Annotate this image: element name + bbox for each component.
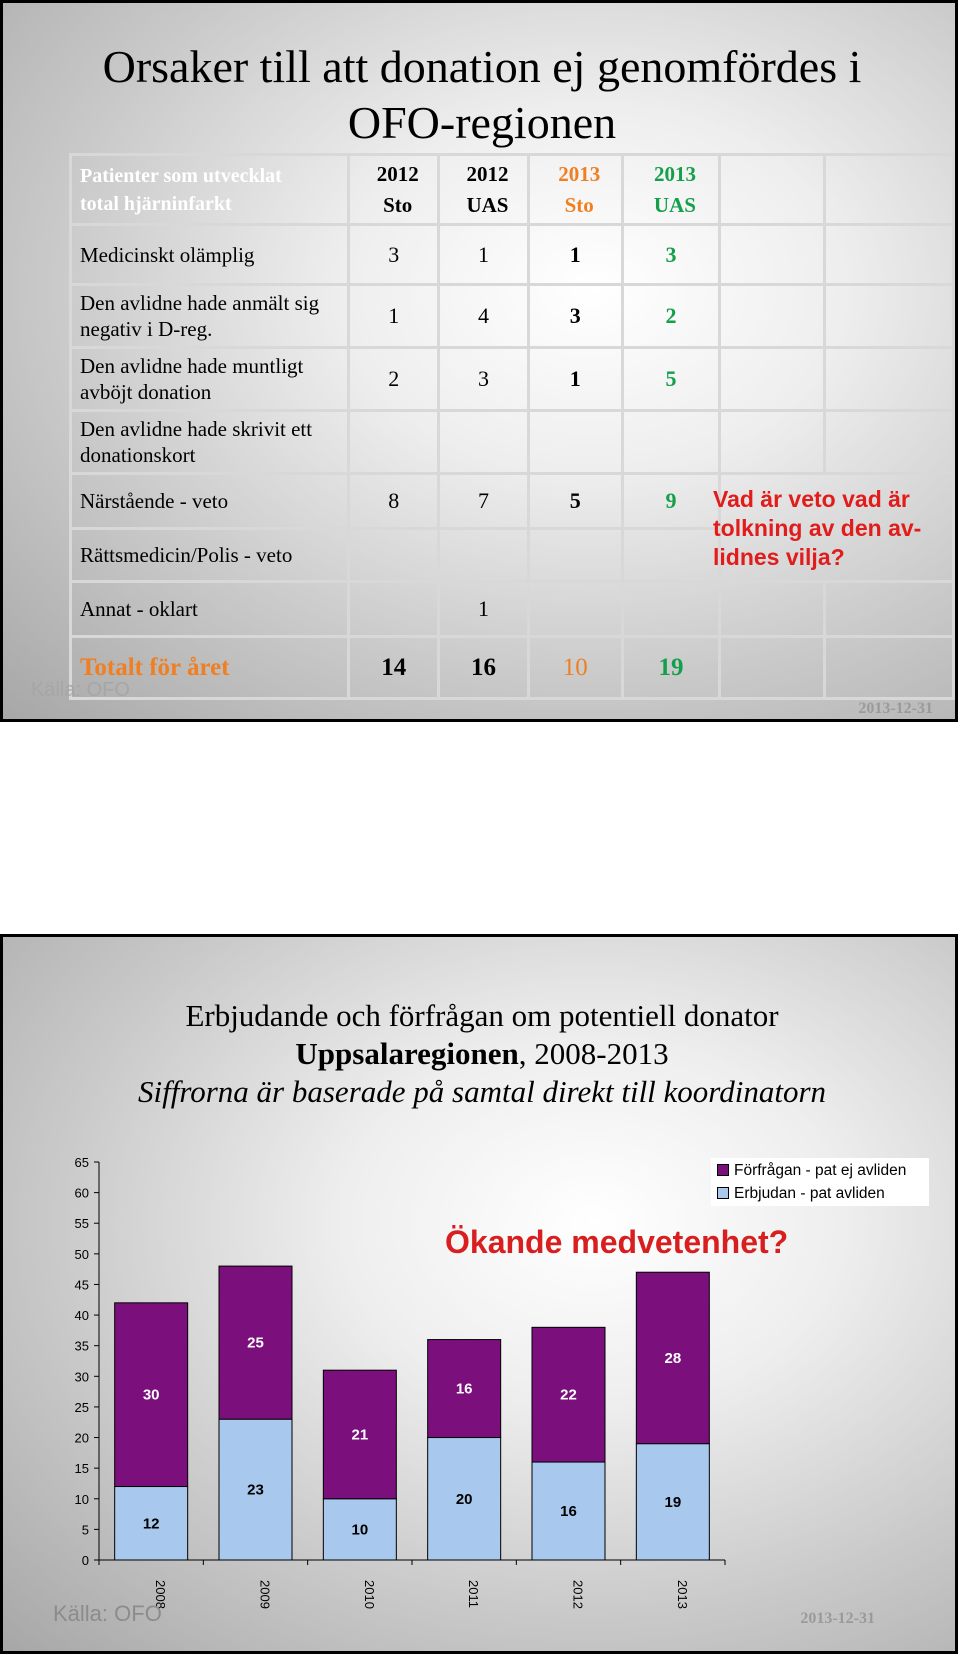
table-total-row — [71, 637, 954, 699]
data-label-forfragan: 16 — [455, 1380, 473, 1398]
empty-cell — [824, 411, 953, 474]
row-label: Den avlidne hade anmält sig negativ i D-reg. — [71, 285, 349, 348]
data-label-erbjudan: 23 — [247, 1481, 264, 1499]
total-value: 16 — [439, 637, 529, 699]
x-category-label: 2011 — [466, 1580, 482, 1608]
y-tick-label: 5 — [81, 1522, 89, 1538]
cell-value: 2 — [622, 285, 720, 348]
cell-value — [528, 411, 622, 474]
legend-swatch — [717, 1164, 729, 1176]
cell-value: 8 — [349, 474, 439, 529]
x-category-label: 2013 — [674, 1580, 690, 1609]
cell-value: 1 — [528, 225, 622, 285]
total-value: 19 — [622, 637, 720, 699]
slide1-title-line1: Orsaker till att donation ej genomfördes i — [102, 41, 862, 92]
data-label-forfragan: 21 — [351, 1426, 369, 1444]
y-tick-label: 10 — [74, 1491, 89, 1507]
cell-value — [622, 411, 720, 474]
slide2-title-line1: Erbjudande och förfrågan om potentiell donator — [185, 998, 779, 1033]
table-header-row — [71, 155, 954, 225]
cell-value: 7 — [439, 474, 529, 529]
stacked-bar-chart — [3, 937, 958, 1654]
source-note: Källa: OFO — [31, 679, 130, 701]
col-site: Sto — [564, 192, 594, 217]
data-label-erbjudan: 10 — [351, 1521, 369, 1539]
col-year: 2012 — [466, 161, 509, 186]
awareness-callout: Ökande medvetenhet? — [445, 1224, 789, 1260]
data-label-forfragan: 22 — [560, 1386, 577, 1404]
cell-value: 1 — [528, 348, 622, 411]
cell-value: 5 — [622, 348, 720, 411]
cell-value — [349, 411, 439, 474]
table-row — [71, 285, 954, 348]
y-tick-label: 65 — [74, 1155, 89, 1170]
empty-cell — [720, 155, 824, 225]
table-row — [71, 582, 954, 637]
cell-value: 1 — [349, 285, 439, 348]
header-label — [71, 155, 349, 225]
cell-value — [349, 529, 439, 582]
col-header — [622, 155, 720, 225]
data-label-forfragan: 25 — [247, 1334, 264, 1352]
y-tick-label: 35 — [74, 1338, 89, 1354]
data-label-erbjudan: 16 — [560, 1503, 577, 1521]
table-row — [71, 411, 954, 474]
legend-swatch — [717, 1187, 729, 1199]
y-tick-label: 60 — [74, 1185, 89, 1201]
empty-cell — [720, 285, 824, 348]
slide1-title — [3, 39, 958, 151]
slide-date: 2013-12-31 — [800, 1610, 875, 1627]
col-header — [528, 155, 622, 225]
row-label: Den avlidne hade skrivit ett donationskort — [71, 411, 349, 474]
cell-value: 3 — [622, 225, 720, 285]
cell-value: 3 — [349, 225, 439, 285]
empty-cell — [720, 637, 824, 699]
row-label: Medicinskt olämplig — [71, 225, 349, 285]
slide-ofo-reasons — [0, 0, 958, 722]
source-note: Källa: OFO — [53, 1601, 162, 1626]
y-tick-label: 55 — [74, 1216, 89, 1232]
y-tick-label: 20 — [74, 1430, 89, 1446]
empty-cell — [720, 225, 824, 285]
reasons-table — [69, 153, 955, 700]
empty-cell — [824, 582, 953, 637]
cell-value: 1 — [439, 582, 529, 637]
data-label-forfragan: 30 — [142, 1386, 160, 1404]
slide-date: 2013-12-31 — [858, 700, 933, 717]
y-tick-label: 25 — [74, 1399, 89, 1415]
cell-value: 9 — [622, 474, 720, 529]
data-label-erbjudan: 20 — [455, 1490, 473, 1508]
data-label-erbjudan: 12 — [142, 1515, 160, 1533]
empty-cell — [824, 285, 953, 348]
table-row — [71, 225, 954, 285]
legend-label: Förfrågan - pat ej avliden — [734, 1162, 907, 1179]
empty-cell — [824, 225, 953, 285]
col-site: UAS — [466, 192, 509, 217]
cell-value: 2 — [349, 348, 439, 411]
empty-cell — [824, 637, 953, 699]
y-tick-label: 15 — [74, 1461, 89, 1477]
col-year: 2013 — [653, 161, 696, 186]
header-label-line2: total hjärninfarkt — [80, 192, 232, 215]
y-tick-label: 30 — [74, 1369, 89, 1385]
cell-value: 3 — [528, 285, 622, 348]
data-label-erbjudan: 19 — [664, 1493, 682, 1511]
x-category-label: 2010 — [361, 1580, 377, 1609]
empty-cell — [824, 155, 953, 225]
chart-legend — [711, 1158, 929, 1206]
cell-value — [349, 582, 439, 637]
x-category-label: 2008 — [153, 1580, 169, 1609]
total-value: 14 — [349, 637, 439, 699]
data-label-forfragan: 28 — [664, 1349, 682, 1367]
cell-value: 3 — [439, 348, 529, 411]
cell-value — [622, 582, 720, 637]
legend-item-forfragan — [717, 1160, 906, 1182]
empty-cell — [720, 582, 824, 637]
cell-value: 4 — [439, 285, 529, 348]
x-category-label: 2009 — [257, 1580, 273, 1609]
y-tick-label: 50 — [74, 1246, 89, 1262]
cell-value — [528, 529, 622, 582]
col-site: UAS — [653, 192, 696, 217]
empty-cell — [720, 348, 824, 411]
cell-value: 1 — [439, 225, 529, 285]
row-label: Närstående - veto — [71, 474, 349, 529]
table-row — [71, 348, 954, 411]
legend-label: Erbjudan - pat avliden — [734, 1185, 885, 1202]
total-label: Totalt för året — [71, 637, 349, 699]
col-site: Sto — [383, 192, 413, 217]
row-label: Den avlidne hade muntligt avböjt donation — [71, 348, 349, 411]
slide1-title-line2: OFO-regionen — [347, 97, 617, 148]
legend-item-erbjudan — [717, 1183, 885, 1205]
cell-value — [439, 411, 529, 474]
y-tick-label: 0 — [81, 1553, 89, 1568]
col-year: 2013 — [558, 161, 601, 186]
cell-value — [622, 529, 720, 582]
cell-value: 5 — [528, 474, 622, 529]
header-label-line1: Patienter som utvecklat — [80, 164, 282, 187]
cell-value — [439, 529, 529, 582]
year-range: , 2008-2013 — [518, 1036, 669, 1071]
y-tick-label: 45 — [74, 1277, 89, 1293]
y-tick-label: 40 — [74, 1308, 89, 1324]
region-name: Uppsalaregionen — [295, 1036, 519, 1071]
col-header — [349, 155, 439, 225]
row-label: Annat - oklart — [71, 582, 349, 637]
total-value: 10 — [528, 637, 622, 699]
col-header — [439, 155, 529, 225]
cell-value — [528, 582, 622, 637]
x-category-label: 2012 — [570, 1580, 586, 1609]
slide-uppsala-chart — [0, 934, 958, 1654]
row-label: Rättsmedicin/Polis - veto — [71, 529, 349, 582]
empty-cell — [824, 348, 953, 411]
veto-callout: Vad är veto vad är tolkning av den av-lidnes vilja? — [713, 486, 922, 570]
col-year: 2012 — [376, 161, 419, 186]
slide2-title-line3: Siffrorna är baserade på samtal direkt till koordinatorn — [137, 1074, 827, 1109]
empty-cell — [720, 411, 824, 474]
